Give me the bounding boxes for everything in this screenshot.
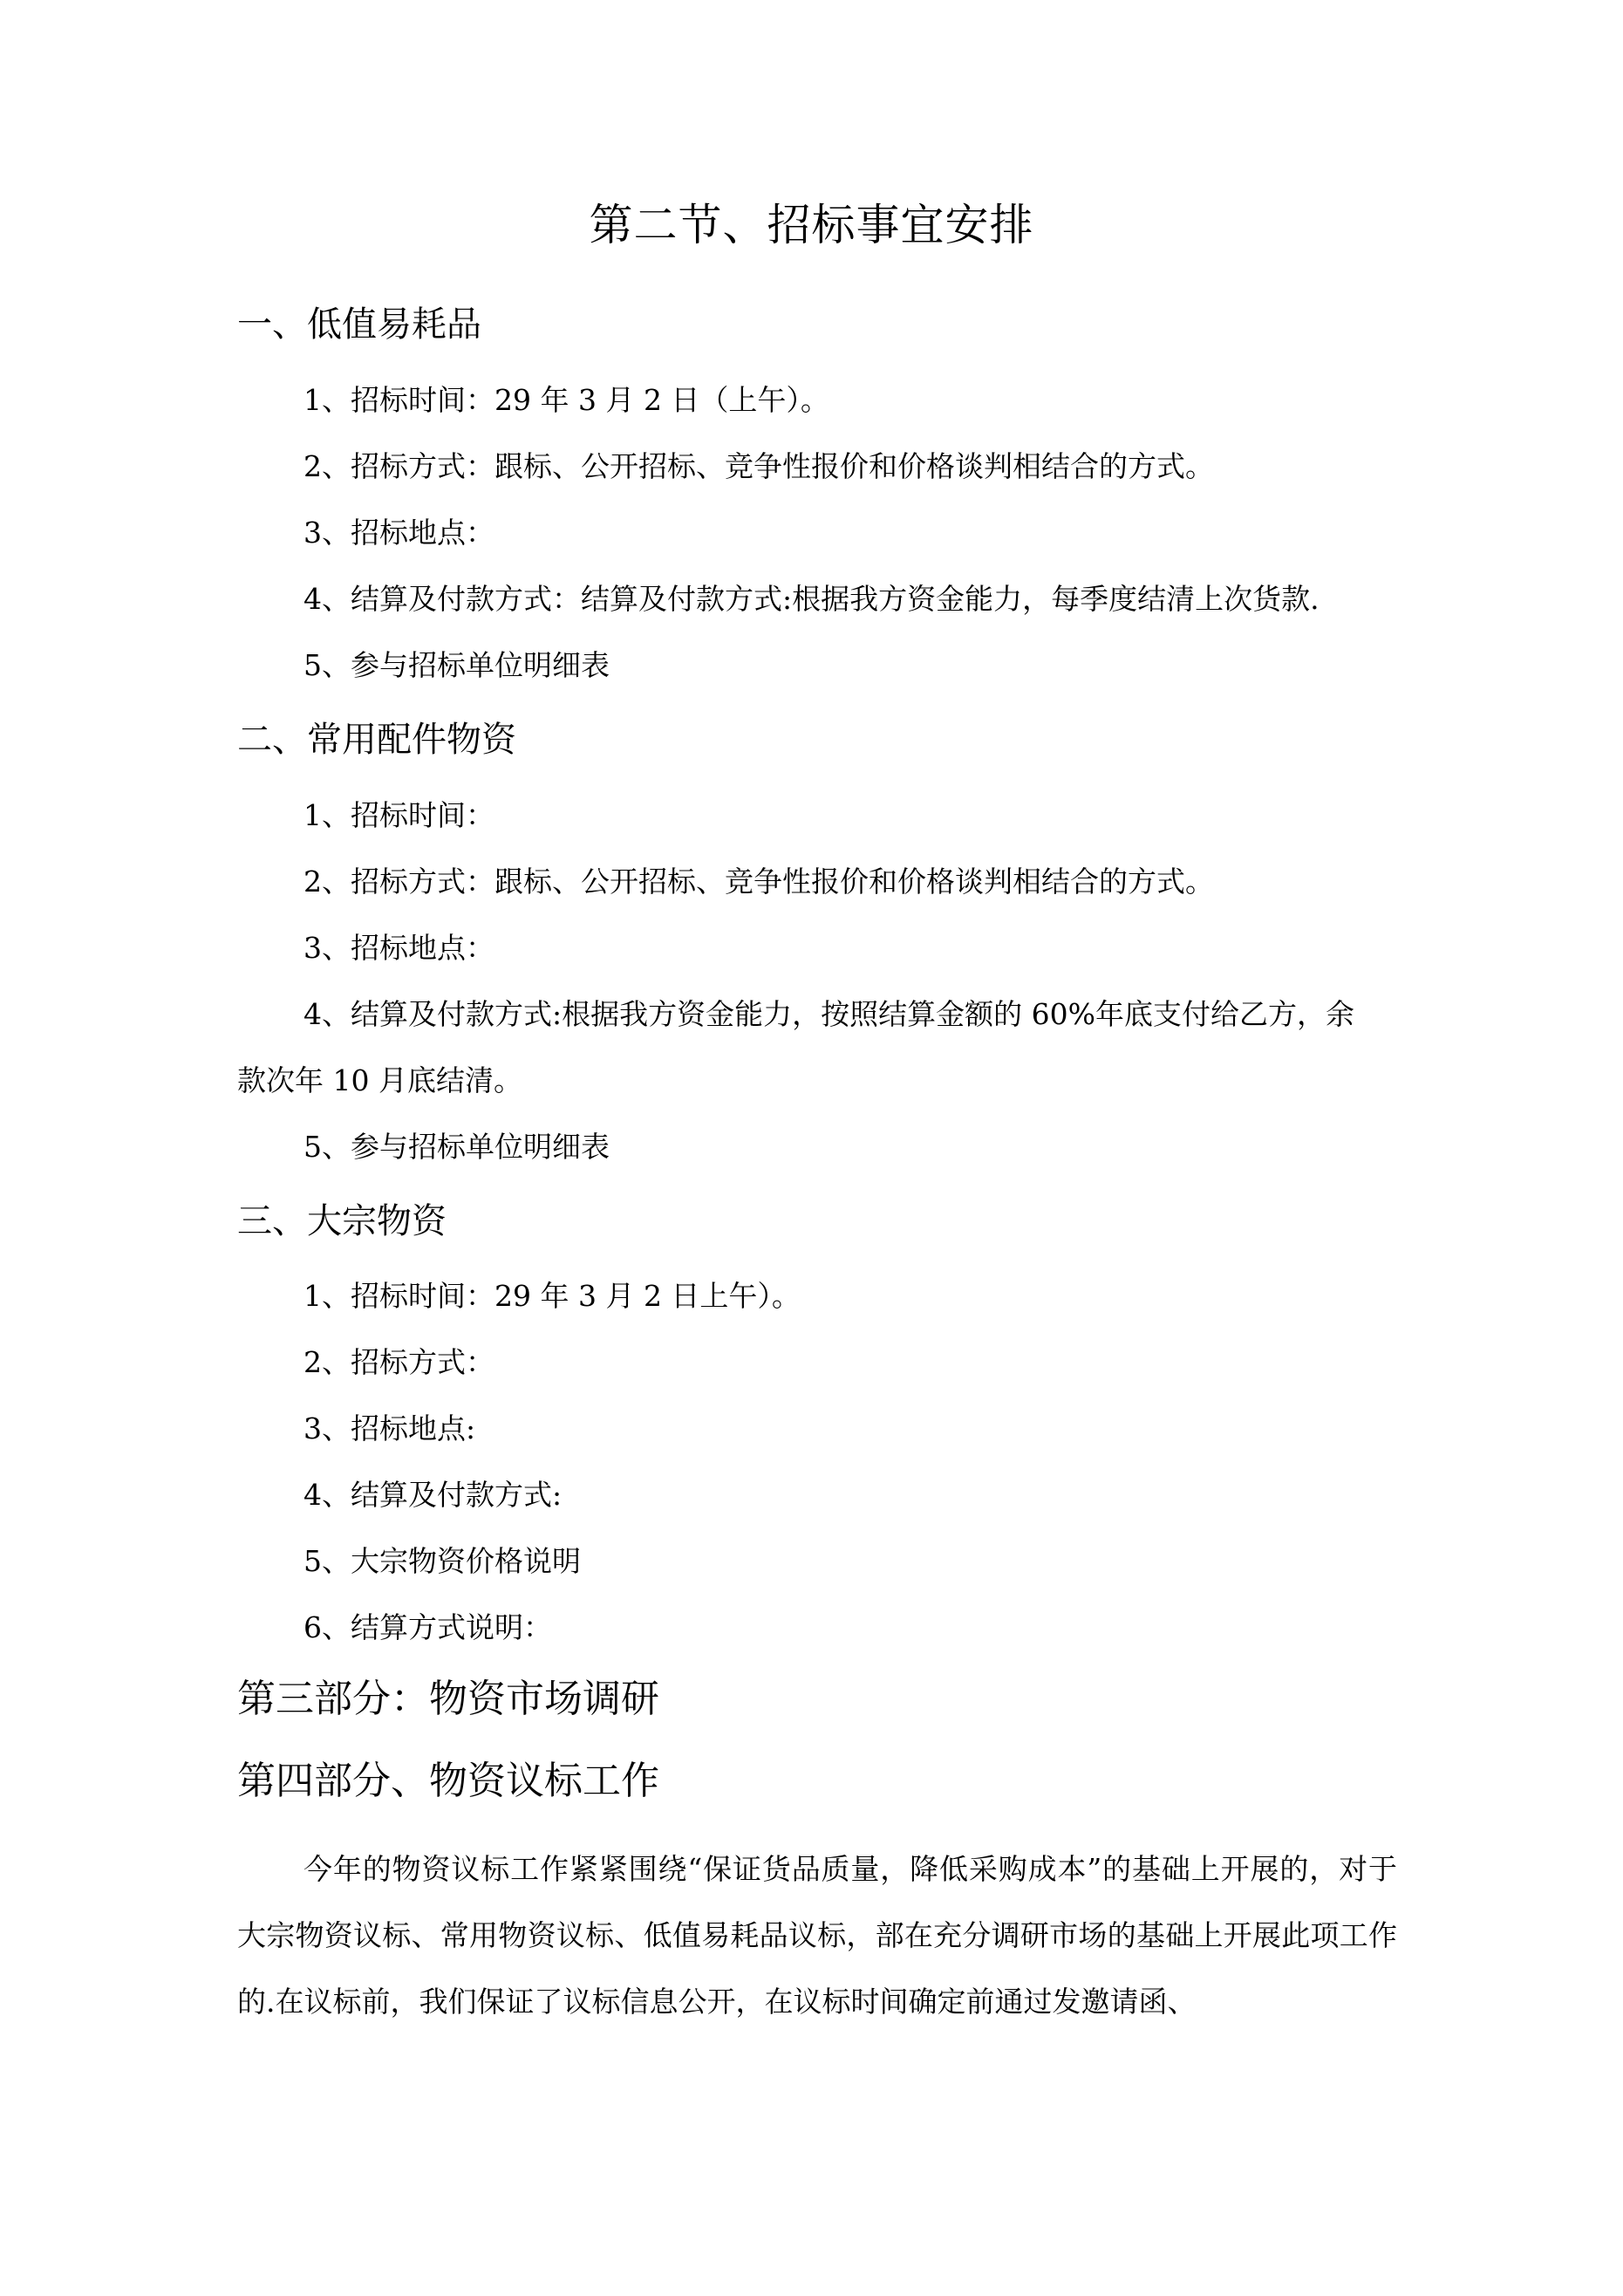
list-item: 2、招标方式： [303, 1345, 494, 1379]
list-item: 4、结算及付款方式:根据我方资金能力，按照结算金额的 60%年底支付给乙方，余 [303, 997, 1354, 1031]
list-item: 6、结算方式说明： [303, 1610, 552, 1644]
list-item: 4、结算及付款方式: [303, 1478, 563, 1512]
part-heading-3: 第三部分：物资市场调研 [237, 1677, 659, 1721]
list-item: 1、招标时间：29 年 3 月 2 日上午）。 [303, 1279, 801, 1313]
list-item: 3、招标地点： [303, 516, 494, 550]
list-item: 1、招标时间： [303, 798, 494, 832]
list-item: 5、参与招标单位明细表 [303, 1130, 610, 1164]
list-item: 2、招标方式：跟标、公开招标、竞争性报价和价格谈判相结合的方式。 [303, 864, 1214, 899]
list-item: 1、招标时间：29 年 3 月 2 日（上午）。 [303, 383, 829, 417]
body-paragraph: 今年的物资议标工作紧紧围绕“保证货品质量，降低采购成本”的基础上开展的，对于大宗物资议标、常用物资议标、低值易耗品议标，部在充分调研市场的基础上开展此项工作的.在议标前，我们保证了议标信息公开，在议标时间确定前通过发邀请函、 [237, 1852, 1397, 2019]
list-item: 4、结算及付款方式：结算及付款方式:根据我方资金能力，每季度结清上次货款. [303, 582, 1320, 616]
list-item: 5、大宗物资价格说明 [303, 1544, 581, 1578]
section-heading-1: 一、低值易耗品 [237, 304, 481, 345]
list-item: 3、招标地点： [303, 931, 494, 965]
list-item: 2、招标方式：跟标、公开招标、竞争性报价和价格谈判相结合的方式。 [303, 449, 1214, 483]
list-item-continuation: 款次年 10 月底结清。 [237, 1063, 522, 1097]
part-heading-4: 第四部分、物资议标工作 [237, 1759, 659, 1803]
section-heading-3: 三、大宗物资 [237, 1201, 447, 1241]
section-heading-2: 二、常用配件物资 [237, 720, 516, 760]
page-title: 第二节、招标事宜安排 [589, 200, 1034, 250]
list-item: 5、参与招标单位明细表 [303, 648, 610, 682]
list-item: 3、招标地点: [303, 1411, 476, 1445]
